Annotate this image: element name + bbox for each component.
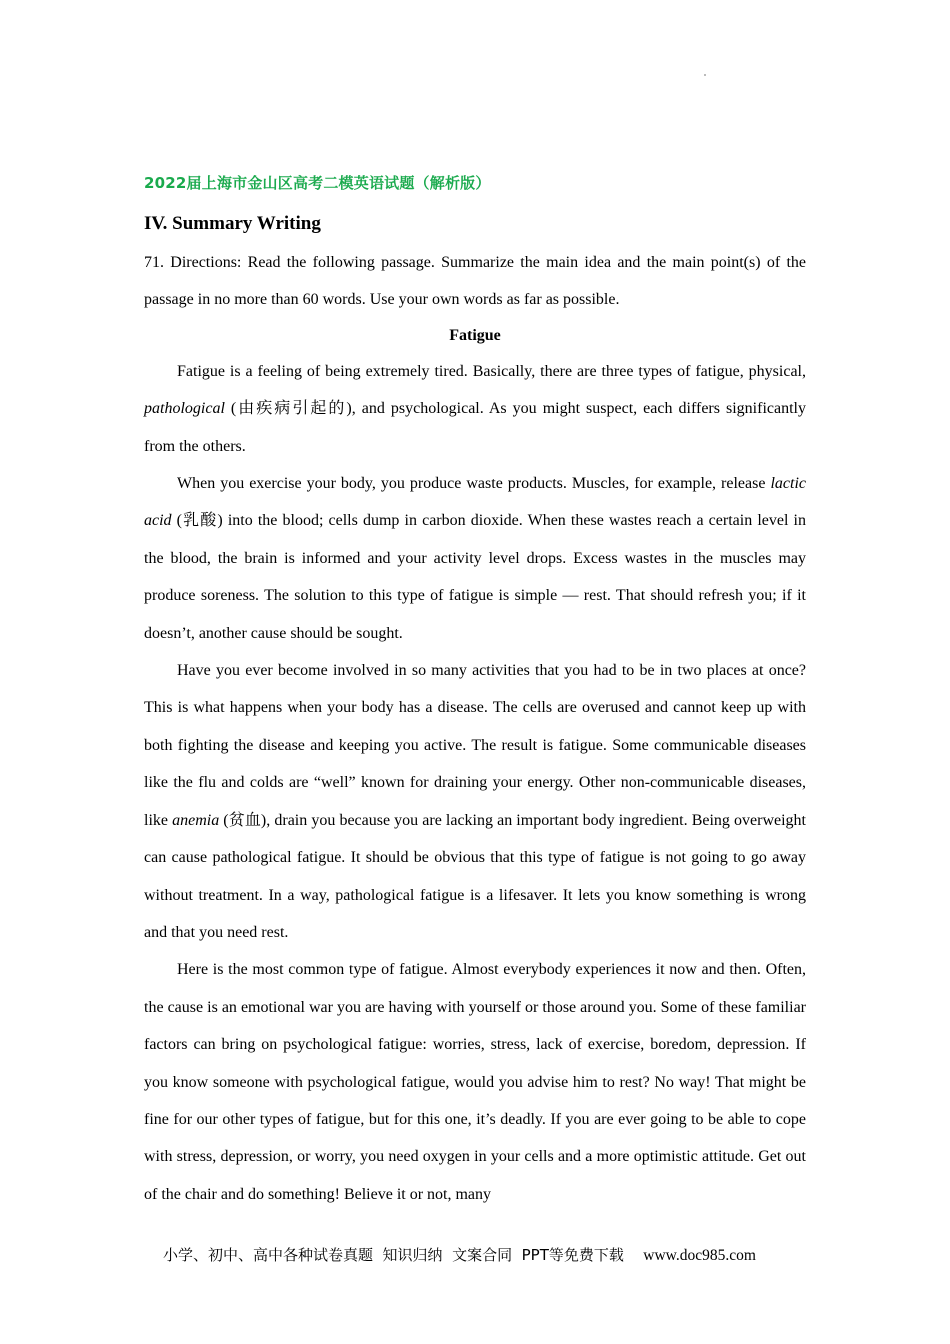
glossed-term: pathological xyxy=(144,400,225,418)
footer-url[interactable]: www.doc985.com xyxy=(643,1247,756,1264)
passage-paragraph-3 xyxy=(144,652,806,951)
paragraph-text: Have you ever become involved in so many activities that you had to be in two places at once? This is what happens when your body has a disease. The cells are overused and cannot keep up with both fighting the disease and keeping you active. The result is fatigue. Some communicable diseases like the flu and colds are “well” known for draining your energy. Other non-communicable diseases, like xyxy=(144,662,806,829)
paragraph-text: Fatigue is a feeling of being extremely tired. Basically, there are three types of fatigue, physical, xyxy=(177,362,806,380)
passage-paragraph-1 xyxy=(144,353,806,465)
glossed-term: lactic acid xyxy=(144,475,806,530)
page-footer xyxy=(163,1244,756,1265)
footer-tagline: 小学、初中、高中各种试卷真题 知识归纳 文案合同 PPT等免费下载 xyxy=(163,1246,624,1264)
paragraph-text: (贫血), drain you because you are lacking an important body ingredient. Being overweight can cause pathological fatigue. It should be obvious that this type of fatigue is not going to go away without treatment. In a way, pathological fatigue is a lifesaver. It lets you know something is wrong and that you need rest. xyxy=(144,811,806,941)
document-title: 2022届上海市金山区高考二模英语试题（解析版） xyxy=(144,174,491,192)
question-directions: 71. Directions: Read the following passage. Summarize the main idea and the main point(s) of the passage in no more than 60 words. Use your own words as far as possible. xyxy=(144,254,806,309)
document-body xyxy=(144,244,806,1213)
passage-paragraph-2 xyxy=(144,465,806,652)
section-heading: IV. Summary Writing xyxy=(144,213,321,234)
passage-paragraph-4: Here is the most common type of fatigue. Almost everybody experiences it now and then. Often, the cause is an emotional war you are having with yourself or those around you. Some of these familiar factors can bring on psychological fatigue: worries, stress, lack of exercise, boredom, depression. If you know someone with psychological fatigue, would you advise him to rest? No way! That might be fine for our other types of fatigue, but for this one, it’s deadly. If you are ever going to be able to cope with stress, depression, or worry, you need oxygen in your cells and a more optimistic attitude. Get out of the chair and do something! Believe it or not, many xyxy=(144,961,806,1203)
glossed-term: anemia xyxy=(172,811,220,829)
page-mark xyxy=(704,74,706,76)
passage-title: Fatigue xyxy=(449,326,501,344)
paragraph-text: (由疾病引起的), and psychological. As you might suspect, each differs significantly from the others. xyxy=(144,400,806,455)
paragraph-text: When you exercise your body, you produce waste products. Muscles, for example, release xyxy=(177,475,771,493)
paragraph-text: (乳酸) into the blood; cells dump in carbon dioxide. When these wastes reach a certain level in the blood, the brain is informed and your activity level drops. Excess wastes in the muscles may produce soreness. The solution to this type of fatigue is simple — rest. That should refresh you; if it doesn’t, another cause should be sought. xyxy=(144,512,806,642)
